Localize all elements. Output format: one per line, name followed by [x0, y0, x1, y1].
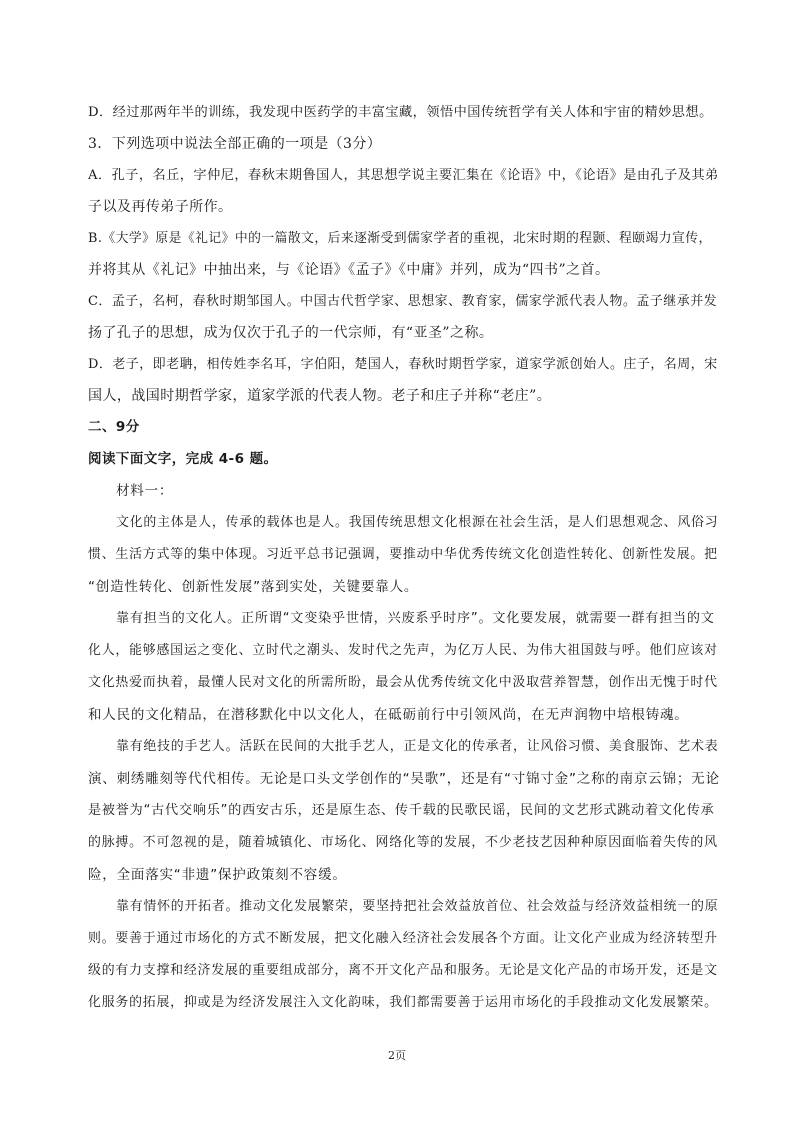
- passage-line: 文化的主体是人，传承的载体也是人。我国传统思想文化根源在社会生活，是人们思想观念、风俗习: [116, 515, 719, 530]
- page-content: [88, 97, 720, 1019]
- q3-option-d-line-1: D．老子，即老聃，相传姓李名耳，字伯阳，楚国人，春秋时期哲学家，道家学派创始人。庄子，名周，宋: [88, 357, 718, 372]
- passage-line: 级的有力支撑和经济发展的重要组成部分，离不开文化产品和服务。无论是文化产品的市场开发，还是文: [88, 963, 718, 978]
- q3-option-b-line-1: B.《大学》原是《礼记》中的一篇散文，后来逐渐受到儒家学者的重视，北宋时期的程颢、程颐竭力宣传，: [88, 231, 712, 246]
- passage-line: 文化热爱而执着，最懂人民对文化的所需所盼，最会从优秀传统文化中汲取营养智慧，创作出无愧于时代: [88, 675, 718, 690]
- q3-option-a-line-1: A．孔子，名丘，字仲尼，春秋末期鲁国人，其思想学说主要汇集在《论语》中，《论语》是由孔子及其弟: [88, 168, 719, 183]
- q3-option-d-line-2: 国人，战国时期哲学家，道家学派的代表人物。老子和庄子并称“老庄”。: [88, 387, 552, 404]
- passage-line: “创造性转化、创新性发展”落到实处，关键要靠人。: [88, 579, 419, 595]
- q3-option-c-line-1: C．孟子，名柯，春秋时期邹国人。中国古代哲学家、思想家、教育家，儒家学派代表人物。孟子继承并发: [88, 294, 718, 309]
- passage-line: 和人民的文化精品，在潜移默化中以文化人，在砥砺前行中引领风尚，在无声润物中培根铸魂。: [88, 707, 689, 723]
- q3-option-b-line-2: 并将其从《礼记》中抽出来，与《论语》《孟子》《中庸》并列，成为“四书”之首。: [88, 261, 610, 278]
- passage-paragraph-2: [88, 603, 720, 731]
- passage-line: 靠有担当的文化人。正所谓“文变染乎世情，兴废系乎时序”。文化要发展，就需要一群有担当的文: [116, 611, 715, 626]
- page-number: 2页: [388, 1049, 406, 1062]
- passage-line: 是被誉为“古代交响乐”的西安古乐，还是原生态、传千载的民歌民谣，民间的文艺形式跳动着文化传承: [88, 803, 715, 818]
- material-label: 材料一：: [116, 483, 174, 499]
- passage-line: 的脉搏。不可忽视的是，随着城镇化、市场化、网络化等的发展，不少老技艺因种种原因面临着失传的风: [88, 835, 718, 850]
- passage-line: 惯、生活方式等的集中体现。习近平总书记强调，要推动中华优秀传统文化创造性转化、创新性发展。把: [88, 547, 718, 562]
- passage-line: 化人，能够感国运之变化、立时代之潮头、发时代之先声，为亿万人民、为伟大祖国鼓与呼。他们应该对: [88, 643, 718, 658]
- q3-option-c-line-2: 扬了孔子的思想，成为仅次于孔子的一代宗师，有“亚圣”之称。: [88, 324, 494, 341]
- q3-stem: 3．下列选项中说法全部正确的一项是（3分）: [88, 135, 382, 152]
- passage-line: 则。要善于通过市场化的方式不断发展，把文化融入经济社会发展各个方面。让文化产业成为经济转型升: [88, 931, 718, 946]
- section-heading: 二、9分: [88, 419, 140, 435]
- passage-line: 靠有绝技的手艺人。活跃在民间的大批手艺人，正是文化的传承者，让风俗习惯、美食服饰、艺术表: [116, 739, 719, 754]
- q3-option-a-line-2: 子以及再传弟子所作。: [88, 198, 233, 215]
- passage-line: 演、刺绣雕刻等代代相传。无论是口头文学创作的“吴歌”，还是有“寸锦寸金”之称的南京云锦；无论: [88, 771, 720, 787]
- passage-line: 靠有情怀的开拓者。推动文化发展繁荣，要坚持把社会效益放首位、社会效益与经济效益相统一的原: [116, 899, 719, 914]
- passage-line: 险，全面落实“非遗”保护政策刻不容缓。: [88, 867, 347, 883]
- passage-paragraph-1: [88, 507, 720, 603]
- passage-line: 化服务的拓展，抑或是为经济发展注入文化韵味，我们都需要善于运用市场化的手段推动文化发展繁荣。: [88, 995, 718, 1010]
- passage-paragraph-3: [88, 731, 720, 891]
- reading-instruction: 阅读下面文字，完成 4-6 题。: [88, 450, 278, 467]
- passage-paragraph-4: [88, 891, 720, 1019]
- q2-option-d: D．经过那两年半的训练，我发现中医药学的丰富宝藏，领悟中国传统哲学有关人体和宇宙的精妙思想。: [88, 105, 713, 120]
